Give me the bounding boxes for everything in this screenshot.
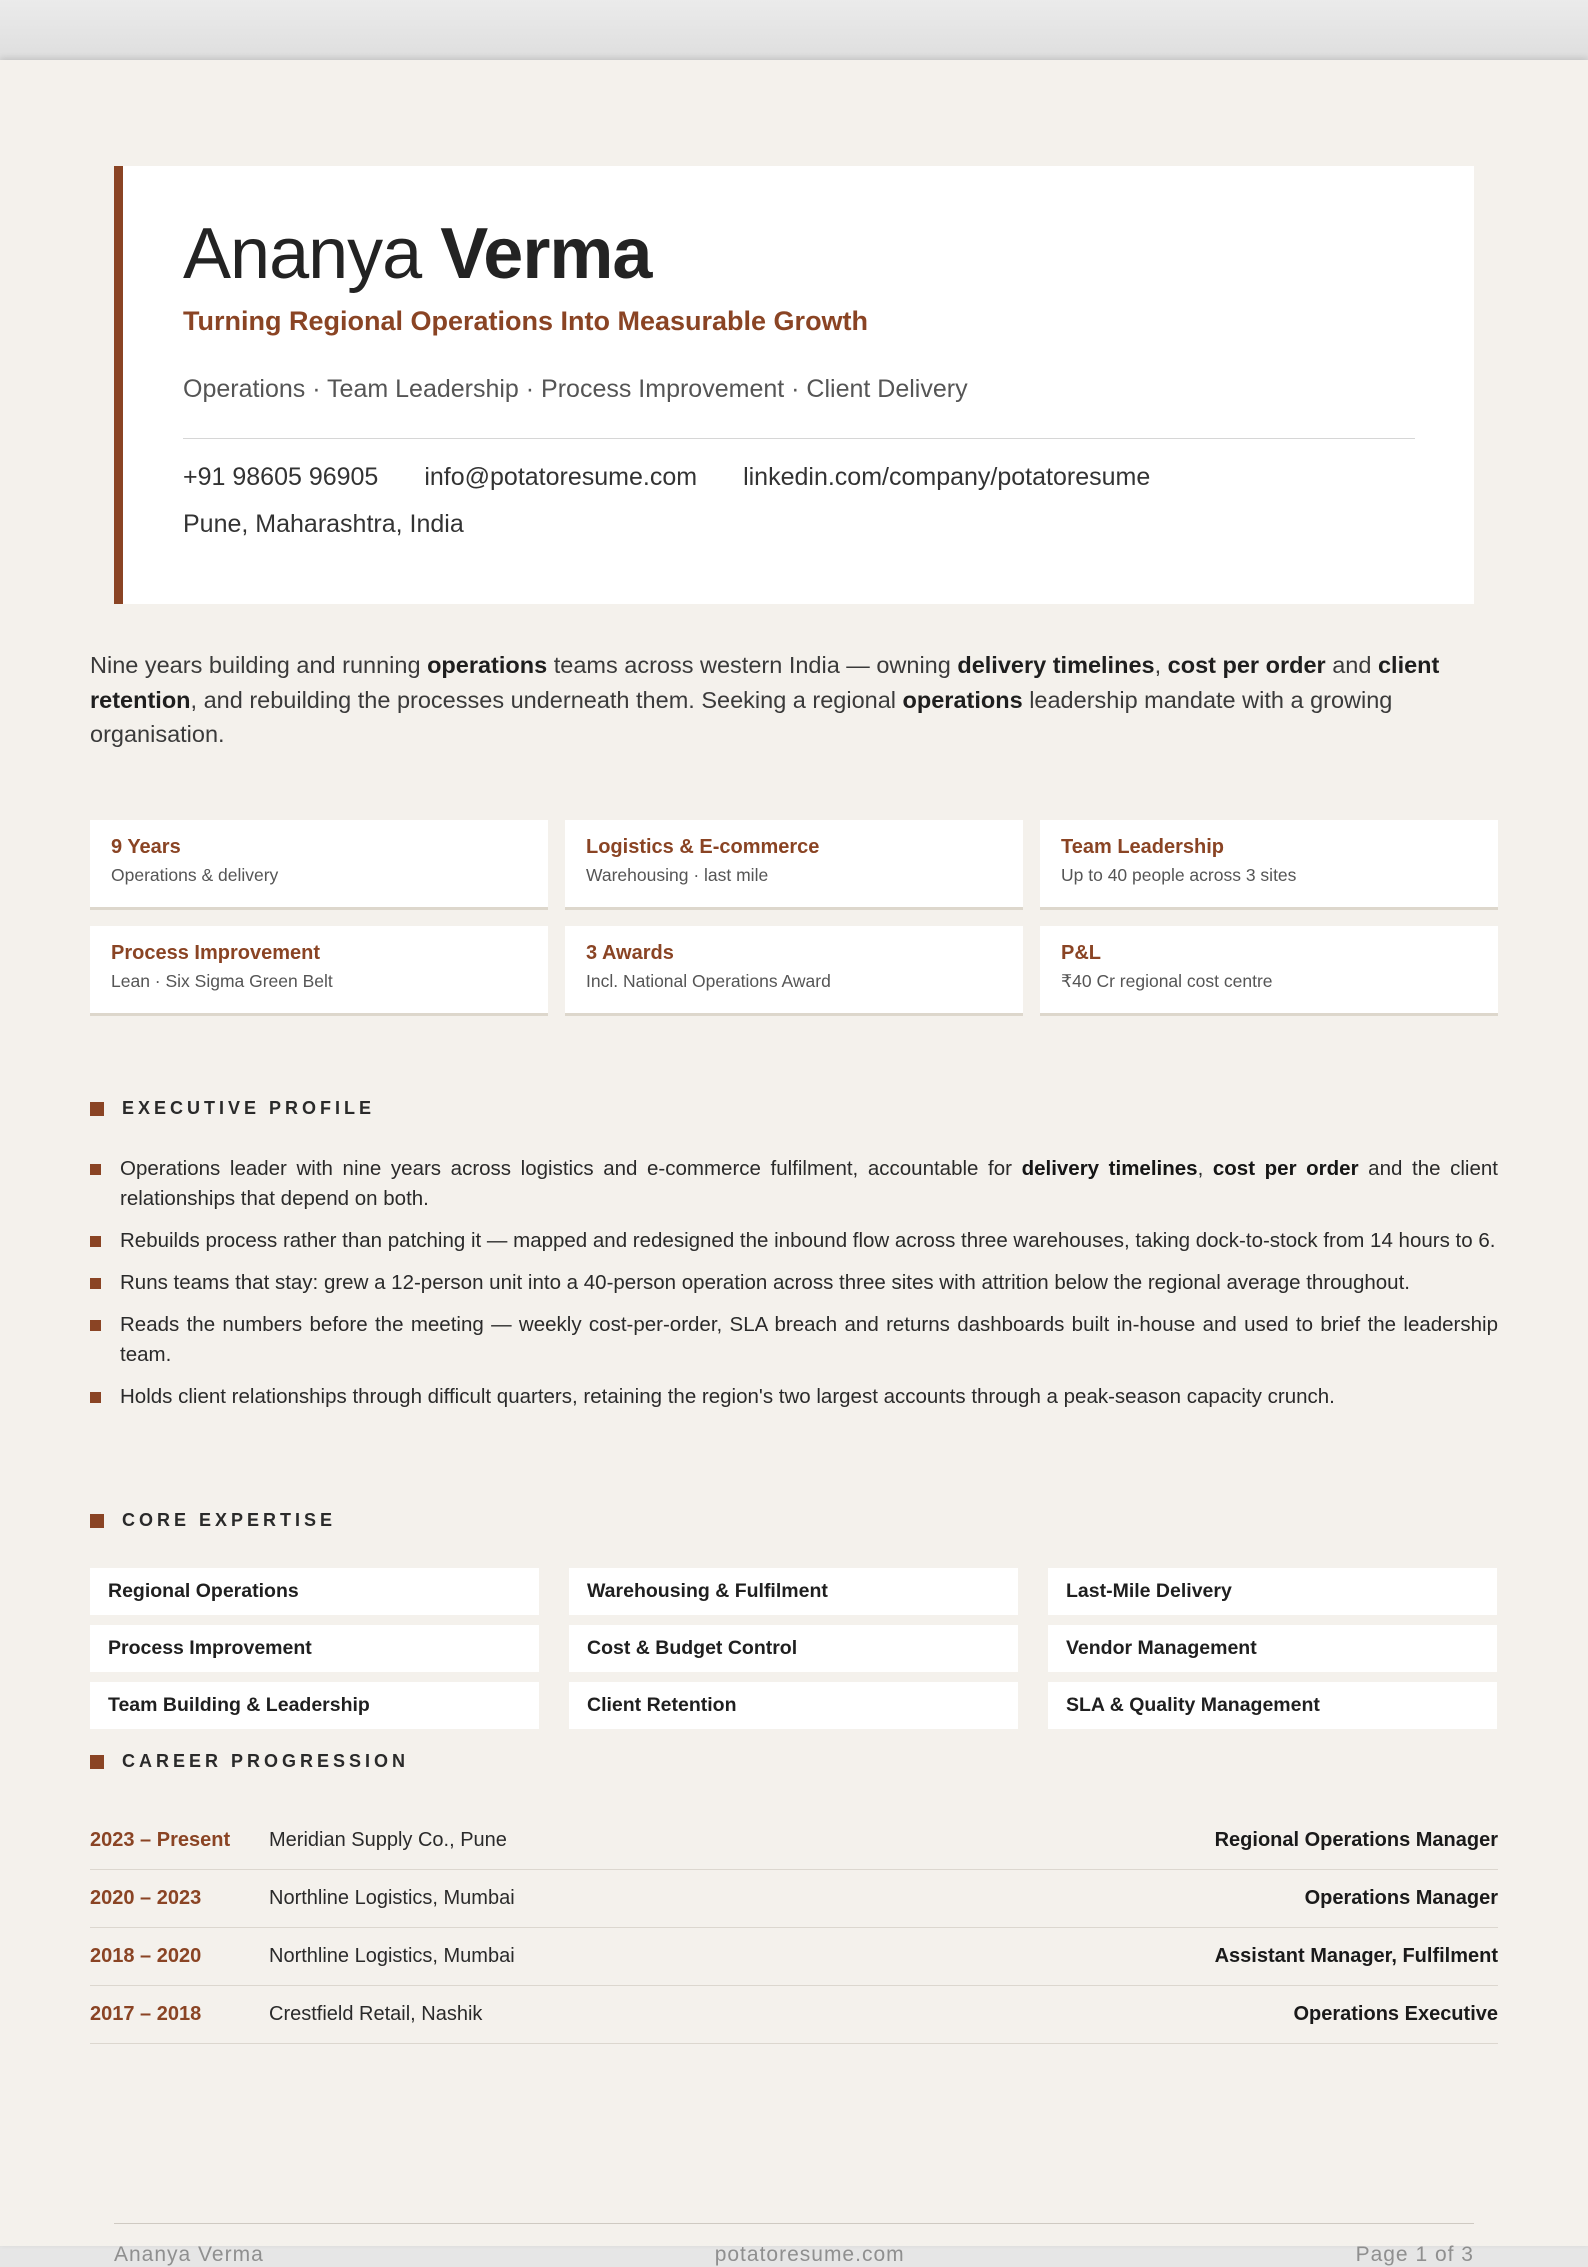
career-years: 2023 – Present: [90, 1829, 231, 1851]
stat-card: [1040, 820, 1498, 910]
career-company: Northline Logistics, Mumbai: [269, 1945, 515, 1967]
text-run: Runs teams that stay: grew a 12-person unit into a 40-person operation across three sites with attrition below the regional average throughout.: [120, 1271, 1410, 1294]
text-run: and: [1325, 652, 1378, 678]
section-marker: [90, 1514, 104, 1528]
expertise-chip: Process Improvement: [90, 1625, 539, 1672]
stat-title: P&L: [1061, 942, 1101, 964]
text-run: Nine years building and running: [90, 652, 428, 678]
header-card: [114, 166, 1474, 604]
expertise-chip: Warehousing & Fulfilment: [569, 1568, 1018, 1615]
bullet-marker: [90, 1236, 101, 1247]
expertise-chip: Regional Operations: [90, 1568, 539, 1615]
career-role: Regional Operations Manager: [1214, 1829, 1498, 1851]
stat-card: [90, 926, 548, 1016]
stat-subtitle: ₹40 Cr regional cost centre: [1061, 971, 1273, 991]
profile-bullet: [90, 1382, 1498, 1412]
expertise-chip: SLA & Quality Management: [1048, 1682, 1497, 1729]
bullet-marker: [90, 1164, 101, 1175]
stat-subtitle: Up to 40 people across 3 sites: [1061, 865, 1297, 885]
text-run: and the client relationships that depend on both.: [120, 1157, 1498, 1210]
career-role: Assistant Manager, Fulfilment: [1214, 1945, 1498, 1967]
emphasis-text: cost per order: [1167, 652, 1326, 678]
career-row: [90, 1812, 1498, 1870]
career-row: [90, 1870, 1498, 1928]
candidate-name: [183, 212, 1414, 296]
bullet-marker: [90, 1392, 101, 1403]
text-run: Operations leader with nine years across logistics and e-commerce fulfilment, accountable for: [120, 1157, 1022, 1180]
footer-page-number: Page 1 of 3: [1355, 2243, 1474, 2266]
career-company: Meridian Supply Co., Pune: [269, 1829, 507, 1851]
location: Pune, Maharashtra, India: [183, 510, 464, 538]
career-row: [90, 1928, 1498, 1986]
specialties: Operations · Team Leadership · Process Improvement · Client Delivery: [183, 375, 968, 403]
section-title: CAREER PROGRESSION: [122, 1751, 410, 1771]
stat-subtitle: Lean · Six Sigma Green Belt: [111, 971, 333, 991]
section-heading-career: [90, 1751, 409, 1772]
phone[interactable]: +91 98605 96905: [183, 463, 379, 491]
expertise-chip: Client Retention: [569, 1682, 1018, 1729]
stats-grid: [90, 820, 1498, 1016]
career-years: 2020 – 2023: [90, 1887, 202, 1909]
career-years: 2017 – 2018: [90, 2003, 202, 2025]
text-run: leadership mandate with a growing organisation.: [90, 686, 1393, 747]
stat-card: [1040, 926, 1498, 1016]
stat-title: 3 Awards: [586, 942, 674, 964]
emphasis-text: delivery timelines: [957, 652, 1155, 678]
profile-bullet: [90, 1154, 1498, 1214]
section-heading-profile: [90, 1098, 375, 1119]
summary-paragraph: [90, 648, 1500, 752]
linkedin-link[interactable]: linkedin.com/company/potatoresume: [743, 463, 1151, 491]
bullet-marker: [90, 1278, 101, 1289]
last-name: Verma: [440, 214, 652, 294]
text-run: Reads the numbers before the meeting — weekly cost-per-order, SLA breach and returns dashboards built in-house and used to brief the leadership team.: [120, 1313, 1498, 1366]
section-heading-expertise: [90, 1510, 336, 1531]
stat-subtitle: Incl. National Operations Award: [586, 971, 831, 991]
stat-card: [565, 820, 1023, 910]
text-run: Rebuilds process rather than patching it — mapped and redesigned the inbound flow across three warehouses, taking dock-to-stock from 14 hours to 6.: [120, 1229, 1496, 1252]
career-table: [90, 1812, 1498, 2044]
emphasis-text: operations: [427, 652, 548, 678]
profile-bullets: [90, 1154, 1498, 1424]
footer-site[interactable]: potatoresume.com: [714, 2243, 905, 2266]
section-marker: [90, 1755, 104, 1769]
career-role: Operations Executive: [1293, 2003, 1498, 2025]
stat-title: Process Improvement: [111, 942, 320, 964]
emphasis-text: cost per order: [1212, 1157, 1359, 1180]
stat-title: 9 Years: [111, 836, 181, 858]
text-run: ,: [1154, 652, 1168, 678]
stat-subtitle: Warehousing · last mile: [586, 865, 769, 885]
stat-card: [90, 820, 548, 910]
career-role: Operations Manager: [1304, 1887, 1498, 1909]
profile-bullet: [90, 1310, 1498, 1370]
page-footer: [114, 2243, 1474, 2267]
footer-name: Ananya Verma: [114, 2243, 264, 2266]
bullet-marker: [90, 1320, 101, 1331]
header-divider: [183, 438, 1415, 439]
career-company: Northline Logistics, Mumbai: [269, 1887, 515, 1909]
career-row: [90, 1986, 1498, 2044]
profile-bullet: [90, 1226, 1498, 1256]
text-run: teams across western India — owning: [547, 652, 958, 678]
profile-bullet: [90, 1268, 1498, 1298]
text-run: , and rebuilding the processes underneath them. Seeking a regional: [190, 686, 903, 713]
resume-page: [0, 60, 1588, 2266]
footer-divider: [114, 2223, 1474, 2224]
career-company: Crestfield Retail, Nashik: [269, 2003, 483, 2025]
emphasis-text: operations: [902, 686, 1023, 713]
stat-subtitle: Operations & delivery: [111, 865, 279, 885]
expertise-chip: Team Building & Leadership: [90, 1682, 539, 1729]
expertise-chip: Last-Mile Delivery: [1048, 1568, 1497, 1615]
stat-card: [565, 926, 1023, 1016]
tagline: Turning Regional Operations Into Measurable Growth: [183, 306, 869, 336]
contact-row: [183, 463, 1414, 492]
text-run: ,: [1197, 1157, 1213, 1180]
viewer-top-bar: [0, 0, 1588, 60]
section-marker: [90, 1102, 104, 1116]
stat-title: Team Leadership: [1061, 836, 1225, 858]
first-name: Ananya: [183, 214, 422, 294]
email-link[interactable]: info@potatoresume.com: [424, 463, 698, 491]
emphasis-text: client retention: [90, 652, 1440, 713]
career-years: 2018 – 2020: [90, 1945, 202, 1967]
expertise-chip: Cost & Budget Control: [569, 1625, 1018, 1672]
expertise-chip: Vendor Management: [1048, 1625, 1497, 1672]
stat-title: Logistics & E-commerce: [586, 836, 820, 858]
text-run: Holds client relationships through difficult quarters, retaining the region's two largest accounts through a peak-season capacity crunch.: [120, 1385, 1335, 1408]
emphasis-text: delivery timelines: [1021, 1157, 1198, 1180]
expertise-grid: [90, 1568, 1498, 1729]
section-title: EXECUTIVE PROFILE: [122, 1098, 376, 1118]
section-title: CORE EXPERTISE: [122, 1510, 337, 1530]
